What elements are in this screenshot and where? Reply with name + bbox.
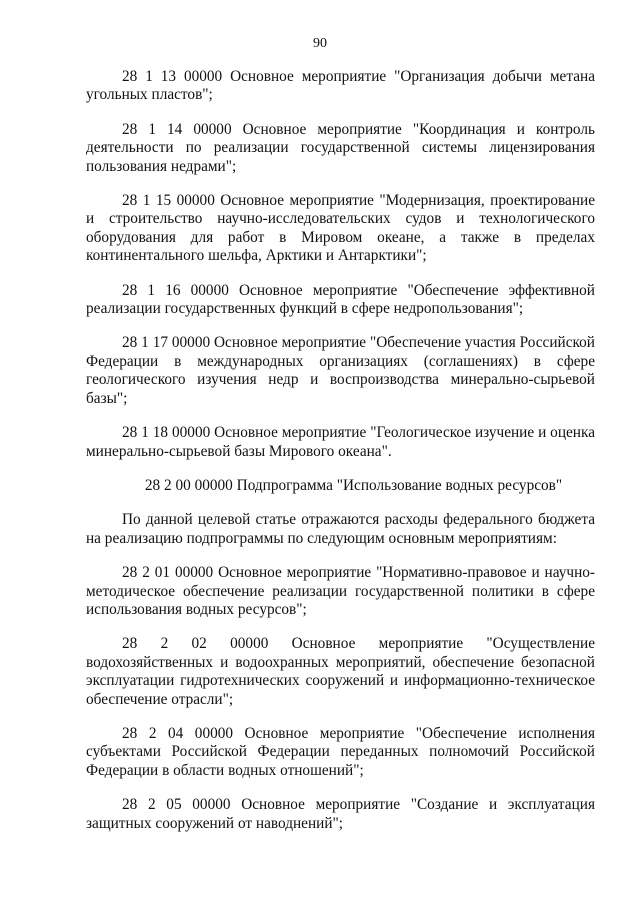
paragraph-28-2-02: 28 2 02 00000 Основное мероприятие "Осуществление водохозяйственных и водоохранных мероприятий, обеспечение безопасной эксплуатации гидротехнических сооружений и информационно-техническое обеспечение отрасли";	[86, 635, 595, 708]
page-number: 90	[313, 36, 327, 51]
paragraph-28-2-01: 28 2 01 00000 Основное мероприятие "Нормативно-правовое и научно-методическое обеспечение реализации государственной политики в сфере использования водных ресурсов";	[86, 564, 595, 618]
paragraph-28-1-13: 28 1 13 00000 Основное мероприятие "Организация добычи метана угольных пластов";	[86, 68, 595, 104]
subprogram-heading: 28 2 00 00000 Подпрограмма "Использование водных ресурсов"	[144, 476, 563, 494]
paragraph-28-2-04: 28 2 04 00000 Основное мероприятие "Обеспечение исполнения субъектами Российской Федерации переданных полномочий Российской Федерации в области водных отношений";	[86, 724, 595, 779]
paragraph-intro: По данной целевой статье отражаются расходы федерального бюджета на реализацию подпрограммы по следующим основным мероприятиям:	[86, 511, 595, 547]
document-body	[86, 68, 595, 849]
paragraph-28-1-15: 28 1 15 00000 Основное мероприятие "Модернизация, проектирование и строительство научно-исследовательских судов и технологического оборудования для работ в Мировом океане, а также в пределах континентального шельфа, Арктики и Антарктики";	[86, 192, 595, 265]
paragraph-28-1-14: 28 1 14 00000 Основное мероприятие "Координация и контроль деятельности по реализации государственной системы лицензирования пользования недрами";	[86, 120, 595, 175]
paragraph-28-1-17: 28 1 17 00000 Основное мероприятие "Обеспечение участия Российской Федерации в международных организациях (соглашениях) в сфере геологического изучения недр и воспроизводства минерально-сырьевой базы";	[86, 334, 595, 407]
paragraph-28-1-18: 28 1 18 00000 Основное мероприятие "Геологическое изучение и оценка минерально-сырьевой базы Мирового океана".	[86, 424, 595, 460]
paragraph-28-2-05: 28 2 05 00000 Основное мероприятие "Создание и эксплуатация защитных сооружений от наводнений";	[86, 796, 595, 832]
paragraph-28-1-16: 28 1 16 00000 Основное мероприятие "Обеспечение эффективной реализации государственных функций в сфере недропользования";	[86, 281, 595, 318]
